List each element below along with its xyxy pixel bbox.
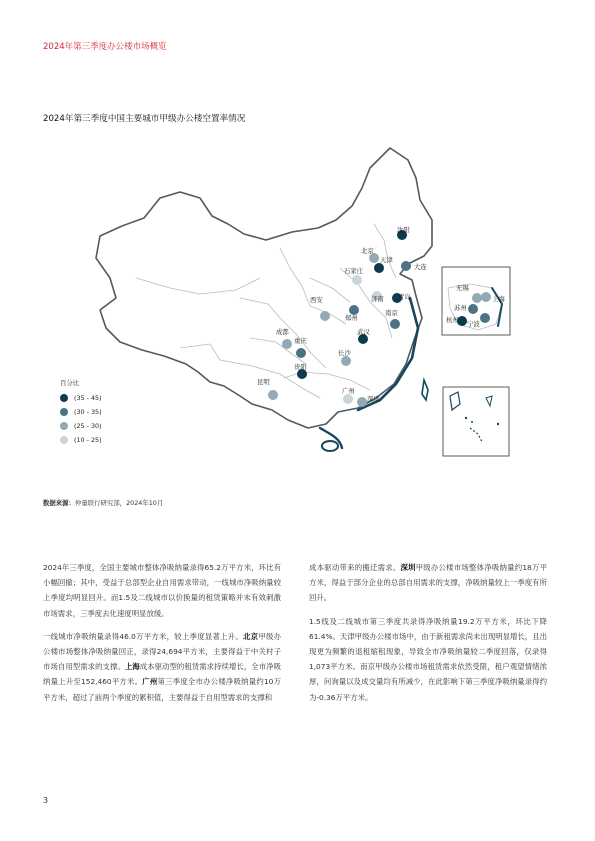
legend-swatch xyxy=(60,408,68,416)
city-label: 深圳 xyxy=(367,395,380,403)
city-marker xyxy=(296,348,306,358)
paragraph-text: 甲级办公楼市场整体净吸纳量回正，录得24,694平方米，主要得益于中关村子市场自用型需求的支撑。 xyxy=(43,631,281,672)
legend-label: (35 - 45) xyxy=(74,394,102,402)
body-paragraph xyxy=(309,614,547,705)
city-marker xyxy=(468,304,478,314)
city-label: 成都 xyxy=(276,328,289,336)
city-label: 重庆 xyxy=(294,337,307,345)
city-marker xyxy=(481,292,491,302)
south-china-sea-inset xyxy=(443,387,509,456)
city-label: 武汉 xyxy=(357,328,370,336)
legend-title: 百分比 xyxy=(60,379,80,387)
city-marker xyxy=(343,394,353,404)
source-note xyxy=(43,498,163,507)
body-paragraph xyxy=(43,560,281,621)
china-outline xyxy=(96,148,510,456)
city-marker xyxy=(374,263,384,273)
city-label: 郑州 xyxy=(345,314,358,322)
body-text-left-column xyxy=(43,560,281,713)
city-label: 南京 xyxy=(385,309,398,317)
city-marker xyxy=(320,311,330,321)
city-label: 石家庄 xyxy=(344,267,364,275)
city-label: 贵阳 xyxy=(294,363,307,371)
legend-swatch xyxy=(60,394,68,402)
legend-label: (25 - 30) xyxy=(74,422,102,430)
city-marker xyxy=(401,261,411,271)
city-highlight: 上海 xyxy=(124,662,140,672)
china-map-svg xyxy=(40,128,555,478)
city-marker xyxy=(352,275,362,285)
city-label: 西安 xyxy=(310,296,323,304)
city-label: 上海 xyxy=(492,295,505,303)
legend-label: (30 - 35) xyxy=(74,408,102,416)
city-label: 济南 xyxy=(371,295,384,303)
legend-swatch xyxy=(60,436,68,444)
legend-item xyxy=(60,405,102,419)
city-label: 青岛 xyxy=(398,293,411,301)
paragraph-text: 成本驱动型的租赁需求持续增长，全市净吸纳量上升至152,460平方米。 xyxy=(43,662,281,687)
body-paragraph xyxy=(43,629,281,705)
city-highlight: 北京 xyxy=(243,631,259,641)
paragraph-text: 1.5线及二线城市第三季度共录得净吸纳量19.2万平方米，环比下降61.4%。天津甲级办公楼市场中，由于新租需求尚未出现明显增长，且出现更为频繁的退租缩租现象，导致全市净吸纳量较二季度回落，仅录得1,073平方米。南京甲级办公楼市场租赁需求依然受限，租户观望情绪浓厚，问询量以及成交量均有所减少，在此影响下第三季度净吸纳量录得约为-0.36万平方米。 xyxy=(309,616,547,702)
paragraph-text: 第三季度全市办公楼净吸纳量约10万平方米，超过了前两个季度的累积值，主要得益于自用型需求的支撑和 xyxy=(43,677,281,702)
legend-swatch xyxy=(60,422,68,430)
city-label: 大连 xyxy=(414,263,427,271)
header-title: 2024年第三季度办公楼市场概览 xyxy=(43,42,167,52)
city-label: 北京 xyxy=(361,247,374,255)
city-label: 宁波 xyxy=(467,320,480,328)
legend-item xyxy=(60,419,102,433)
page-number: 3 xyxy=(43,796,49,805)
city-highlight: 广州 xyxy=(142,677,158,687)
city-label: 杭州 xyxy=(446,316,459,324)
legend-item xyxy=(60,433,102,447)
city-marker xyxy=(357,397,367,407)
city-marker xyxy=(341,356,351,366)
paragraph-text: 2024年三季度，全国主要城市整体净吸纳量录得65.2万平方米，环比有小幅回撤；其中，受益于总部型企业自用需求带动，一线城市净吸纳量较上季度均明显回升。而1.5及二线城市以价换量的租赁策略并未有效刺激市场需求，三季度去化速度明显放缓。 xyxy=(43,563,281,618)
source-label: 数据来源： xyxy=(43,499,75,507)
city-marker xyxy=(268,390,278,400)
city-highlight: 深圳 xyxy=(400,563,416,572)
city-marker xyxy=(282,339,292,349)
paragraph-text: 成本驱动带来的搬迁需求。 xyxy=(309,563,401,572)
city-label: 天津 xyxy=(380,256,393,264)
figure-title: 2024年第三季度中国主要城市甲级办公楼空置率情况 xyxy=(43,114,246,124)
city-label: 广州 xyxy=(342,387,355,395)
map-legend xyxy=(60,378,102,447)
body-text-right-column xyxy=(309,560,547,713)
city-label: 无锡 xyxy=(456,284,469,292)
city-marker xyxy=(480,313,490,323)
source-text: 仲量联行研究部，2024年10月 xyxy=(74,499,164,507)
city-label: 苏州 xyxy=(454,304,467,312)
body-paragraph xyxy=(309,560,547,606)
city-marker xyxy=(472,293,482,303)
paragraph-text: 一线城市净吸纳量录得46.0万平方米，较上季度显著上升。 xyxy=(43,631,244,641)
city-marker xyxy=(390,319,400,329)
paragraph-text: 甲级办公楼市场整体净吸纳量约18万平方米，得益于部分企业的总部自用需求的支撑，净吸纳量较上一季度有所回升。 xyxy=(309,563,547,603)
city-label: 沈阳 xyxy=(397,226,410,234)
vacancy-map xyxy=(40,128,555,478)
city-label: 长沙 xyxy=(338,349,351,357)
legend-label: (10 - 25) xyxy=(74,436,102,444)
legend-item xyxy=(60,391,102,405)
city-label: 昆明 xyxy=(257,378,270,386)
